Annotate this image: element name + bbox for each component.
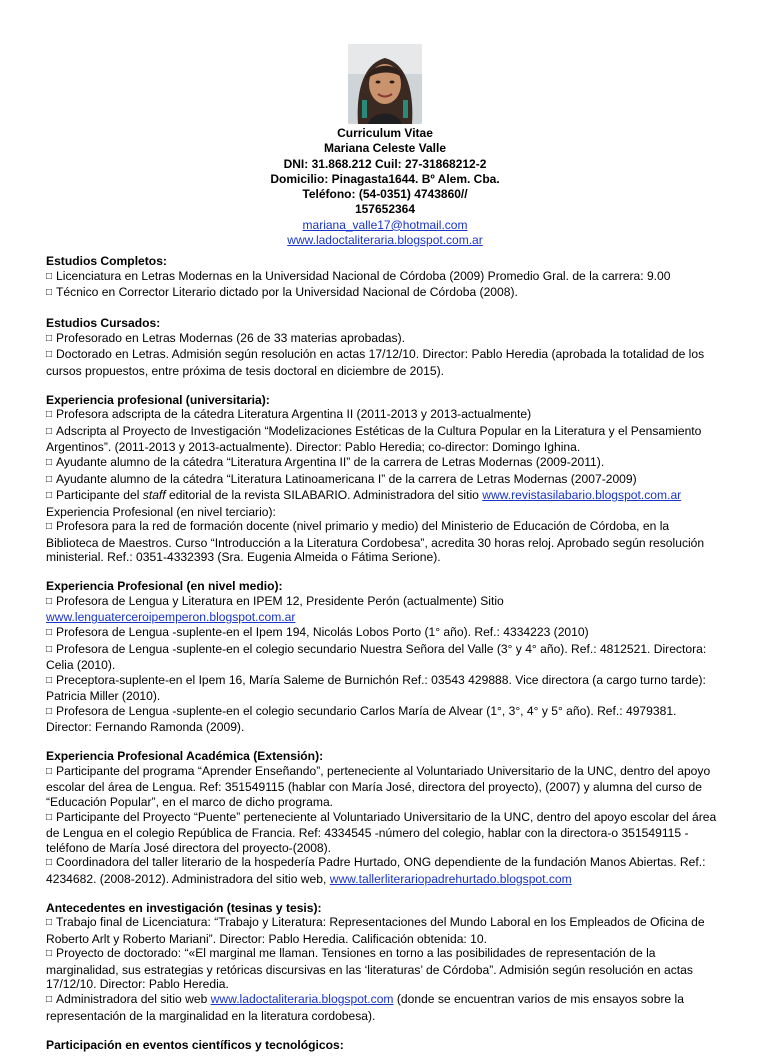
section-title-eventos: Participación en eventos científicos y tecnológicos: <box>46 1037 344 1052</box>
phone-line: Teléfono: (54-0351) 4743860// <box>302 187 468 202</box>
section-title-investigacion: Antecedentes en investigación (tesinas y tesis): <box>46 900 322 915</box>
list-item: □ Profesora para la red de formación docente (nivel primario y medio) del Ministerio de Educación de Córdoba, en la Biblioteca de Maestros. Curso “Introducción a la Literatura Cordobesa”, acredita 30 horas reloj. Aprobado según resolución ministerial. Ref.: 0351-4332393 (Sra. Eugenia Almeida o Fátima Serione). <box>46 519 722 565</box>
email-link[interactable]: mariana_valle17@hotmail.com <box>302 217 468 232</box>
full-name: Mariana Celeste Valle <box>323 141 447 156</box>
cv-title: Curriculum Vitae <box>337 126 433 140</box>
list-item: □ Profesorado en Letras Modernas (26 de 33 materias aprobadas). <box>46 331 722 348</box>
list-item: □ Ayudante alumno de la cátedra “Literatura Latinoamericana I” de la carrera de Letras Modernas (2007-2009) <box>46 472 722 489</box>
item-text: Administradora del sitio web <box>56 992 211 1007</box>
list-item: □ Profesora de Lengua -suplente-en el Ipem 194, Nicolás Lobos Porto (1° año). Ref.: 4334223 (2010) <box>46 625 722 642</box>
section-title-estudios-completos: Estudios Completos: <box>46 254 167 268</box>
subsection-title-terciario: Experiencia Profesional (en nivel terciario): <box>46 504 276 519</box>
item-text: Coordinadora del taller literario de la hospedería Padre Hurtado, ONG dependiente de la fundación Manos Abiertas. Ref.: 4234682. (2008-2012). Administradora del sitio web, <box>46 855 706 886</box>
id-numbers: DNI: 31.868.212 Cuil: 27-31868212-2 <box>283 156 487 171</box>
item-text-italic: staff <box>142 488 166 503</box>
section-title-exp-extension: Experiencia Profesional Académica (Extensión): <box>46 749 324 764</box>
list-item: □ Licenciatura en Letras Modernas en la Universidad Nacional de Córdoba (2009) Promedio Gral. de la carrera: 9.00 <box>46 269 722 286</box>
section-title-estudios-cursados: Estudios Cursados: <box>46 316 161 331</box>
item-text: Participante del <box>56 488 143 503</box>
taller-link[interactable]: www.tallerliterariopadrehurtado.blogspot.com <box>329 871 572 886</box>
website-link[interactable]: www.ladoctaliteraria.blogspot.com.ar <box>287 233 483 248</box>
list-item <box>46 855 722 886</box>
list-item: □ Profesora adscripta de la cátedra Literatura Argentina II (2011-2013 y 2013-actualmente) <box>46 407 722 424</box>
address: Domicilio: Pinagasta1644. Bº Alem. Cba. <box>270 171 500 186</box>
section-title-exp-universitaria: Experiencia profesional (universitaria): <box>46 392 270 407</box>
ladocta-link[interactable]: www.ladoctaliteraria.blogspot.com <box>210 992 394 1007</box>
silabario-link[interactable]: www.revistasilabario.blogspot.com.ar <box>482 488 682 503</box>
list-item: □ Profesora de Lengua -suplente-en el colegio secundario Carlos María de Alvear (1°, 3°, 4° y 5° año). Ref.: 4979381. Director: Fernando Ramonda (2009). <box>46 704 722 735</box>
list-item: □ Proyecto de doctorado: “«El marginal me llaman. Tensiones en torno a las posibilidades de representación de la marginalidad, sus estrategias y retóricas discursivas en las ‘literaturas’ de Córdoba”. Admisión según resolución en actas 17/12/10. Director: Pablo Heredia. <box>46 946 722 992</box>
list-item: □ Preceptora-suplente-en el Ipem 16, María Saleme de Burnichón Ref.: 03543 429888. Vice directora (a cargo turno tarde): Patricia Miller (2010). <box>46 673 722 704</box>
section-title-exp-medio: Experiencia Profesional (en nivel medio): <box>46 579 283 594</box>
cv-header <box>230 126 540 248</box>
list-item: □ Técnico en Corrector Literario dictado por la Universidad Nacional de Córdoba (2008). <box>46 285 722 302</box>
ipem-link[interactable]: www.lenguaterceroipemperon.blogspot.com.ar <box>46 610 296 625</box>
list-item: □ Adscripta al Proyecto de Investigación “Modelizaciones Estéticas de la Cultura Popular en la Literatura y el Pensamiento Argentinos”. (2011-2013 y 2013-actualmente). Director: Pablo Heredia; co-director: Domingo Ighina. <box>46 424 722 455</box>
list-item: □ Trabajo final de Licenciatura: “Trabajo y Literatura: Representaciones del Mundo Laboral en los Empleados de Oficina de Roberto Arlt y Roberto Mariani”. Director: Pablo Heredia. Calificación obtenida: 10. <box>46 915 722 946</box>
profile-photo <box>348 44 422 124</box>
list-item <box>46 488 722 505</box>
item-text: (donde se encuentran varios de mis ensayos sobre la representación de la marginalidad en la literatura cordobesa). <box>46 992 684 1023</box>
list-item <box>46 992 722 1023</box>
profile-photo-image <box>348 44 422 124</box>
mobile-line: 157652364 <box>354 202 416 217</box>
cv-body <box>46 254 722 1052</box>
list-item: □ Profesora de Lengua -suplente-en el colegio secundario Nuestra Señora del Valle (3° y 4° año). Ref.: 4812521. Directora: Celia (2010). <box>46 642 722 673</box>
list-item: □ Participante del Proyecto “Puente” perteneciente al Voluntariado Universitario de la UNC, dentro del apoyo escolar del área de Lengua en el colegio República de Francia. Ref: 4334545 -número del colegio, hablar con la directora-o 351549115 -teléfono de María José directora del proyecto-(2008). <box>46 810 722 856</box>
list-item: □ Participante del programa “Aprender Enseñando”, perteneciente al Voluntariado Universitario de la UNC, dentro del apoyo escolar del área de Lengua. Ref: 351549115 (hablar con María José, directora del proyecto), (2007) y alumna del curso de “Educación Popular”, en el marco de dicho programa. <box>46 764 722 810</box>
list-item: □ Profesora de Lengua y Literatura en IPEM 12, Presidente Perón (actualmente) Sitio <box>46 594 722 611</box>
list-item: □ Doctorado en Letras. Admisión según resolución en actas 17/12/10. Director: Pablo Heredia (aprobada la totalidad de los cursos propuestos, entre próxima de tesis doctoral en diciembre de 2015). <box>46 347 722 378</box>
item-text: editorial de la revista SILABARIO. Administradora del sitio <box>165 488 483 503</box>
list-item: □ Ayudante alumno de la cátedra “Literatura Argentina II” de la carrera de Letras Modernas (2009-2011). <box>46 455 722 472</box>
